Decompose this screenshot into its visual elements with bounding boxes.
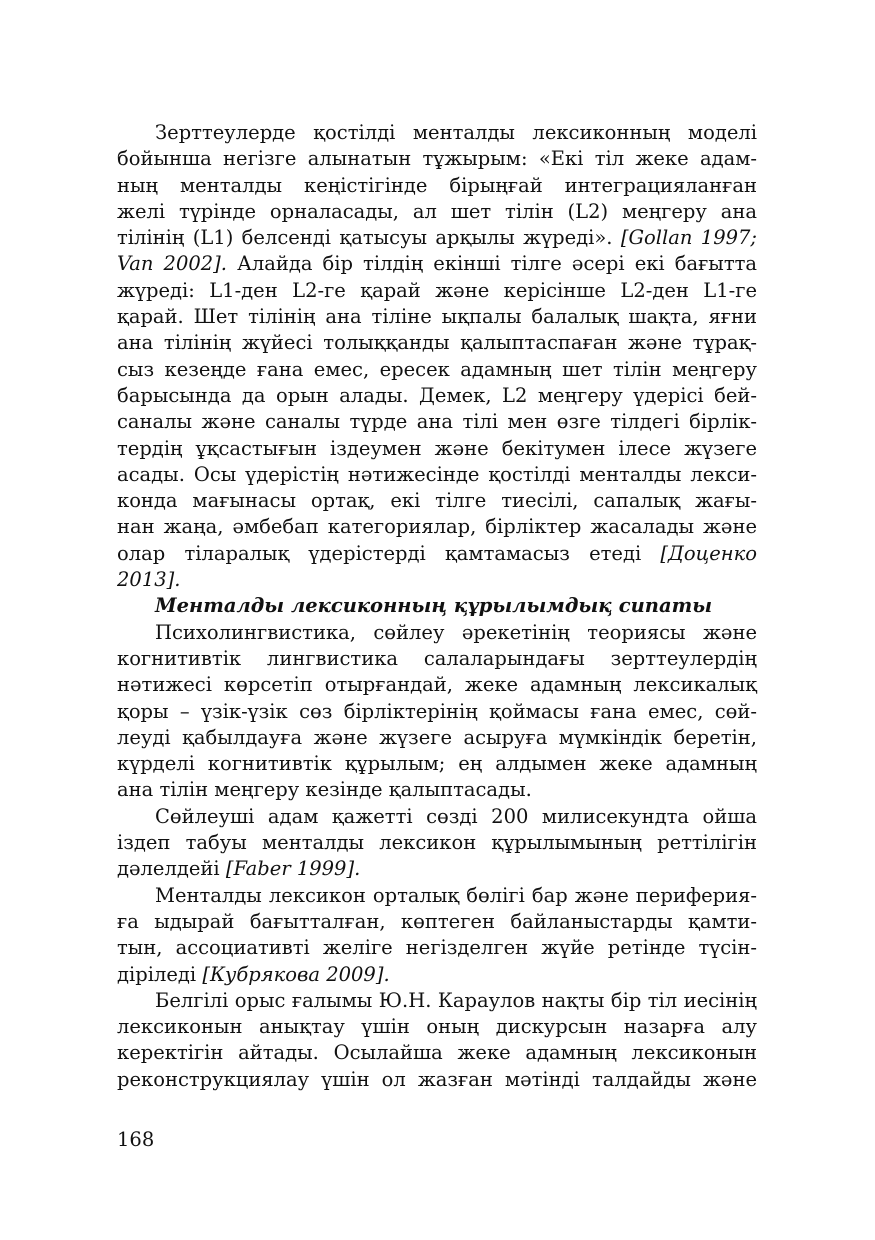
text-line: бойынша негізге алынатын тұжырым: «Екі тіл жеке адам- [117, 147, 757, 171]
text-line: реконструкциялау үшін ол жазған мәтінді талдайды және [117, 1067, 757, 1091]
text-line: барысында да орын алады. Демек, L2 меңгеру үдерісі бей- [117, 383, 757, 407]
text-line: Менталды лексикон орталық бөлігі бар және периферия- [155, 883, 757, 907]
text-line: тын, ассоциативті желіге негізделген жүйе ретінде түсін- [117, 936, 757, 960]
text-line: желі түрінде орналасады, ал шет тілін (L2) меңгеру ана [117, 199, 757, 223]
text-line: ның менталды кеңістігінде бірыңғай интеграцияланған [117, 173, 757, 197]
citation: [Кубрякова 2009]. [202, 962, 390, 986]
citation: [Faber 1999]. [225, 857, 361, 881]
text-line: ана тілінің жүйесі толыққанды қалыптаспаған және тұрақ- [117, 331, 757, 355]
text-line: леуді қабылдауға және жүзеге асыруға мүмкіндік беретін, [117, 725, 757, 749]
text-line: Психолингвистика, сөйлеу әрекетінің теориясы және [155, 620, 757, 644]
page-text [117, 120, 757, 1093]
text-line: ана тілін меңгеру кезінде қалыптасады. [117, 778, 532, 802]
text-line: тердің ұқсастығын іздеумен және бекітумен ілесе жүзеге [117, 436, 757, 460]
text-line: күрделі когнитивтік құрылым; ең алдымен жеке адамның [117, 752, 757, 776]
section-heading: Менталды лексиконның құрылымдық сипаты [155, 594, 713, 618]
text-line [117, 962, 757, 988]
text-line: саналы және саналы түрде ана тілі мен өзге тілдегі бірлік- [117, 410, 757, 434]
text-line [117, 541, 757, 567]
text-line: қарай. Шет тілінің ана тіліне ықпалы балалық шақта, яғни [117, 305, 757, 329]
text-line: нан жаңа, әмбебап категориялар, бірліктер жасалады және [117, 515, 757, 539]
text-line: іздеп табуы менталды лексикон құрылымының реттілігін [117, 831, 757, 855]
text-line: Сөйлеуші адам қажетті сөзді 200 милисекундта ойша [155, 804, 757, 828]
citation: Van 2002]. [117, 252, 227, 276]
text-run: тілінің (L1) белсенді қатысуы арқылы жүреді». [117, 226, 613, 250]
text-line [117, 225, 757, 251]
text-line: сыз кезеңде ғана емес, ересек адамның шет тілін меңгеру [117, 357, 757, 381]
text-line: Зерттеулерде қостілді менталды лексиконның моделі [155, 121, 757, 144]
text-line: Белгілі орыс ғалымы Ю.Н. Караулов нақты бір тіл иесінің [155, 988, 757, 1012]
text-line: ға ыдырай бағытталған, көптеген байланыстарды қамти- [117, 909, 757, 933]
text-line [117, 251, 757, 277]
text-run: дәлелдейі [117, 857, 220, 881]
text-line: жүреді: L1-ден L2-ге қарай және керісінше L2-ден L1-ге [117, 278, 757, 302]
text-run: Алайда бір тілдің екінші тілге әсері екі бағытта [237, 252, 758, 276]
citation: [Доценко [660, 541, 757, 565]
text-line: конда мағынасы ортақ, екі тілге тиесілі, сапалық жағы- [117, 489, 757, 513]
citation: 2013]. [117, 568, 181, 592]
text-line: асады. Осы үдерістің нәтижесінде қостілді менталды лекси- [117, 462, 757, 486]
text-line: лексиконын анықтау үшін оның дискурсын назарға алу [117, 1015, 757, 1039]
text-line: нәтижесі көрсетіп отырғандай, жеке адамның лексикалық [117, 673, 757, 697]
text-line: керектігін айтады. Осылайша жеке адамның лексиконын [117, 1041, 757, 1065]
text-line: қоры – үзік-үзік сөз бірліктерінің қоймасы ғана емес, сөй- [117, 699, 757, 723]
text-run: олар тіларалық үдерістерді қамтамасыз етеді [117, 541, 642, 565]
page-number: 168 [117, 1128, 155, 1151]
text-line: когнитивтік лингвистика салаларындағы зерттеулердің [117, 646, 757, 670]
text-line [117, 856, 757, 882]
text-run: діріледі [117, 962, 197, 986]
text-line [117, 567, 757, 593]
citation: [Gollan 1997; [620, 226, 757, 250]
